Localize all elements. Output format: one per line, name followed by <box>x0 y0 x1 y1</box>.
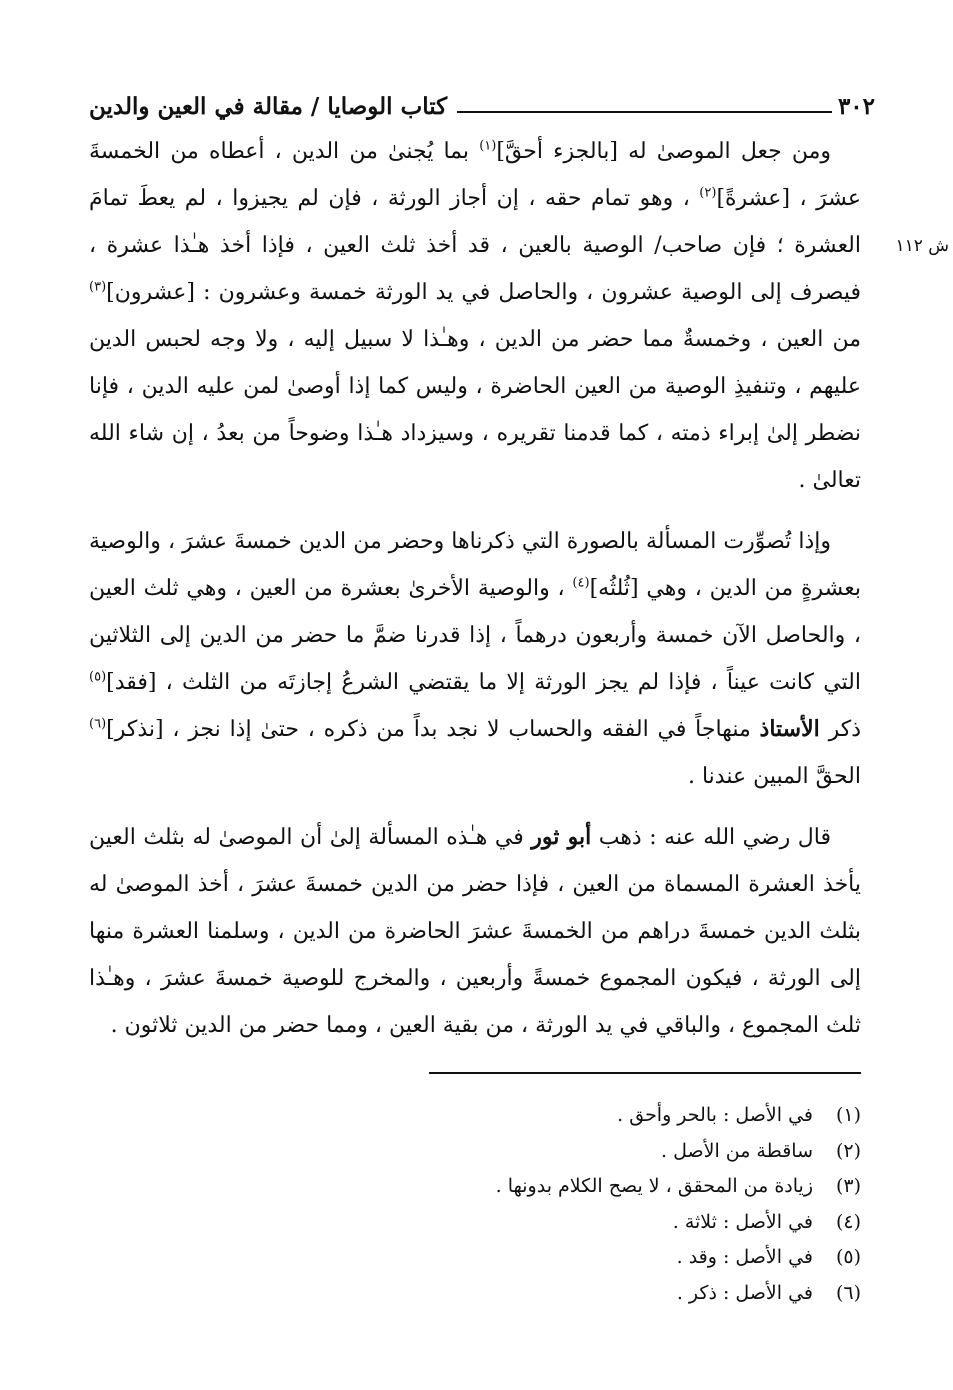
footnote-number: (١) <box>835 1104 861 1126</box>
text-run: من العين ، وخمسةٌ مما حضر من الدين ، وهـٰذا لا سبيل إليه ، ولا وجه لحبس الدين عليهم ، وتنفيذِ الوصية من العين الحاضرة ، وليس كما إذا أوصىٰ لمن عليه الدين ، فإنا نضطر إلىٰ إبراء ذمته ، كما قدمنا تقريره ، وسيزداد هـٰذا وضوحاً من بعدُ ، إن شاء الله تعالىٰ . <box>89 327 861 493</box>
header-rule <box>457 110 832 113</box>
paragraph <box>89 518 861 800</box>
footnote-number: (٥) <box>835 1246 861 1268</box>
footnote-text: ساقطة من الأصل . <box>661 1139 813 1162</box>
text-run: ، والوصية الأخرىٰ بعشرة من العين ، وهي ثلث العين ، والحاصل الآن خمسة وأربعون درهماً ، إذا قدرنا ضمَّ ما حضر من الدين إلى الثلاثين التي كانت عيناً ، فإذا لم يجز الورثة إلا ما يقتضي الشرعُ إجازتَه من الثلث ، [فقد] <box>89 576 861 695</box>
text-run: ذكر <box>819 717 861 742</box>
footnote-item <box>89 1240 861 1276</box>
footnote-ref: (٥) <box>89 669 107 685</box>
footnote-item <box>89 1169 861 1205</box>
footnote-text: زيادة من المحقق ، لا يصح الكلام بدونها . <box>495 1175 813 1197</box>
running-header <box>89 78 875 118</box>
footnote-number: (٣) <box>835 1175 861 1197</box>
text-run: ومن جعل الموصىٰ له [بالجزء أحقَّ] <box>496 139 832 164</box>
main-text <box>89 128 861 1063</box>
text-run: الحقَّ المبين عندنا . <box>687 764 861 789</box>
footnote-text: في الأصل : ذكر . <box>676 1281 813 1304</box>
footnote-item <box>89 1276 861 1312</box>
footnote-text: في الأصل : ثلاثة . <box>672 1210 813 1233</box>
footnote-number: (٦) <box>835 1281 861 1304</box>
footnote-number: (٢) <box>835 1139 861 1162</box>
paragraph <box>89 128 861 504</box>
footnote-separator <box>429 1072 861 1074</box>
text-run: قال رضي الله عنه : ذهب <box>591 825 832 850</box>
footnote-item <box>89 1205 861 1241</box>
bold-name: الأستاذ <box>759 716 820 742</box>
text-run: منهاجاً في الفقه والحساب لا نجد بداً من ذكره ، حتىٰ إذا نجز ، [نذكر] <box>106 717 760 742</box>
footnote-ref: (٤) <box>572 575 590 591</box>
book-title: كتاب الوصايا / مقالة في العين والدين <box>89 93 448 120</box>
text-run: بما يُجنىٰ من الدين ، أعطاه من الخمسةَ عشرَ ، [عشرةً] <box>89 139 861 211</box>
bold-name: أبو ثور <box>531 824 592 850</box>
footnotes-list <box>89 1098 861 1311</box>
margin-folio-note: ش ١١٢ <box>895 236 949 256</box>
page-number: ٣٠٢ <box>837 93 875 120</box>
footnote-ref: (٣) <box>89 279 107 295</box>
footnote-ref: (٢) <box>699 185 717 201</box>
footnote-text: في الأصل : بالحر وأحق . <box>617 1104 813 1126</box>
paragraph <box>89 814 861 1049</box>
text-run: في هـٰذه المسألة إلىٰ أن الموصىٰ له بثلث العين يأخذ العشرة المسماة من العين ، فإذا حضر من الدين خمسةَ عشرَ ، أخذ الموصىٰ له بثلث الدين خمسةَ دراهم من الخمسةَ عشرَ الحاضرة من الدين ، وسلمنا العشرة منها إلى الورثة ، فيكون المجموع خمسةً وأربعين ، والمخرج للوصية خمسةَ عشرَ ، وهـٰذا ثلث المجموع ، والباقي في يد الورثة ، من بقية العين ، ومما حضر من الدين ثلاثون . <box>89 825 861 1038</box>
text-run: وإذا تُصوِّرت المسألة بالصورة التي ذكرناها وحضر من الدين خمسةَ عشرَ ، والوصية بعشرةٍ من الدين ، وهي [ثُلثُه] <box>89 529 861 601</box>
footnote-text: في الأصل : وقد . <box>676 1246 813 1268</box>
footnote-ref: (١) <box>479 138 497 154</box>
footnote-number: (٤) <box>835 1210 861 1233</box>
footnote-item <box>89 1134 861 1170</box>
footnote-ref: (٦) <box>89 716 107 732</box>
text-run: ، وهو تمام حقه ، إن أجاز الورثة ، فإن لم يجيزوا ، لم يعطَ تمامَ العشرة ؛ فإن صاحب/ الوصية بالعين ، قد أخذ ثلث العين ، فإذا أخذ هـٰذا عشرة ، فيصرف إلى الوصية عشرون ، والحاصل في يد الورثة خمسة وعشرون : [عشرون] <box>89 186 861 305</box>
footnote-item <box>89 1098 861 1134</box>
